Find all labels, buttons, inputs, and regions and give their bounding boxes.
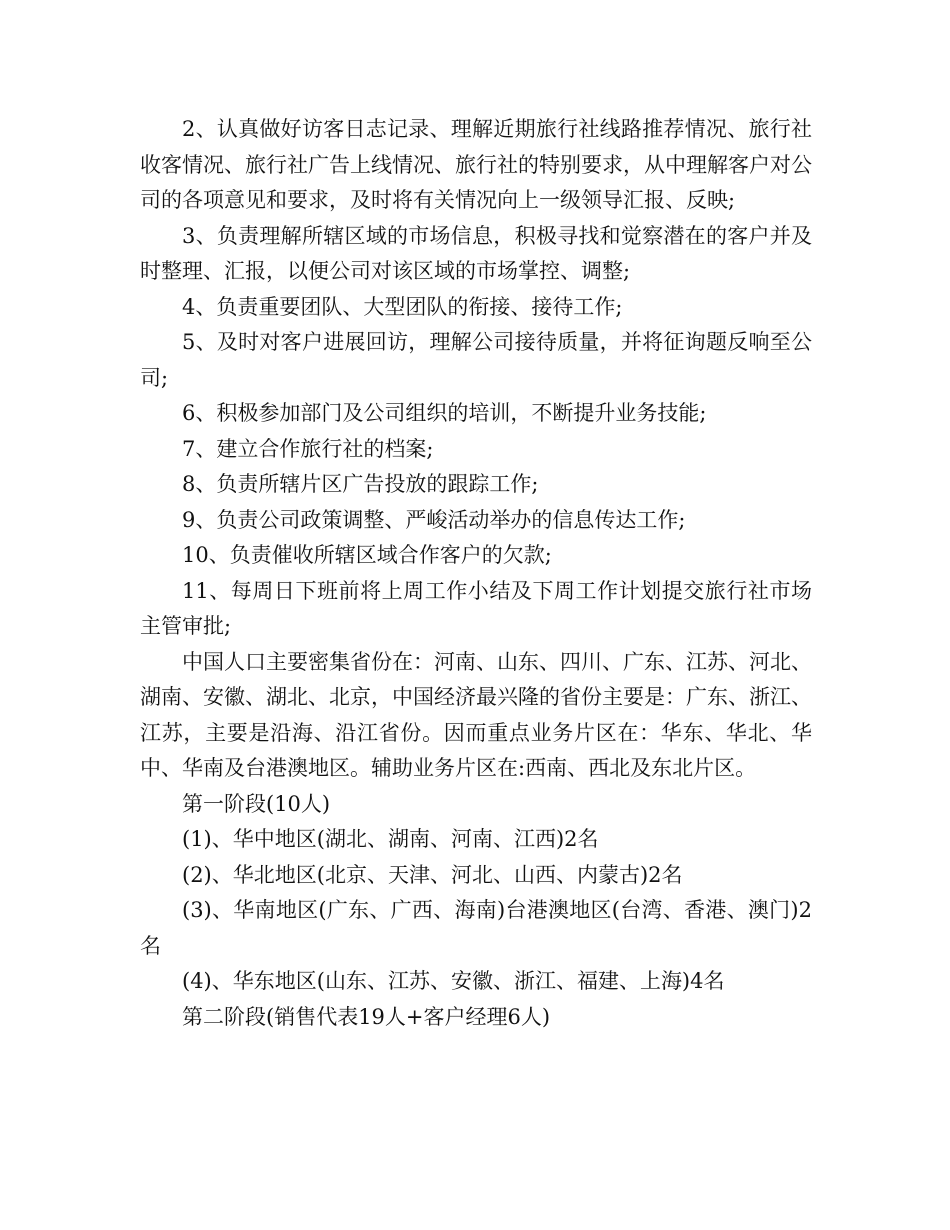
paragraph-item-2: 2、认真做好访客日志记录、理解近期旅行社线路推荐情况、旅行社收客情况、旅行社广告上线情况、旅行社的特别要求，从中理解客户对公司的各项意见和要求，及时将有关情况向上一级领导汇报、反映; [140, 117, 812, 212]
paragraph-population-regions: 中国人口主要密集省份在：河南、山东、四川、广东、江苏、河北、湖南、安徽、湖北、北京，中国经济最兴隆的省份主要是：广东、浙江、江苏，主要是沿海、沿江省份。因而重点业务片区在：华东、华北、华中、华南及台港澳地区。辅助业务片区在:西南、西北及东北片区。 [140, 649, 812, 780]
phase-two-heading: 第二阶段(销售代表19人+客户经理6人) [182, 1004, 551, 1029]
paragraph-item-5: 5、及时对客户进展回访，理解公司接待质量，并将征询题反响至公司; [140, 330, 812, 390]
paragraph-item-6: 6、积极参加部门及公司组织的培训，不断提升业务技能; [182, 401, 707, 425]
paragraph-item-11: 11、每周日下班前将上周工作小结及下周工作计划提交旅行社市场主管审批; [140, 578, 812, 638]
paragraph-item-3: 3、负责理解所辖区域的市场信息，积极寻找和觉察潜在的客户并及时整理、汇报，以便公司对该区域的市场掌控、调整; [140, 223, 812, 283]
paragraph-item-9: 9、负责公司政策调整、严峻活动举办的信息传达工作; [182, 507, 686, 532]
paragraph-item-8: 8、负责所辖片区广告投放的跟踪工作; [182, 472, 539, 496]
region-north-china: (2)、华北地区(北京、天津、河北、山西、内蒙古)2名 [182, 862, 683, 887]
document-page [140, 112, 812, 1035]
phase-one-heading: 第一阶段(10人) [182, 791, 331, 816]
region-central-china: (1)、华中地区(湖北、湖南、河南、江西)2名 [182, 827, 599, 851]
region-south-china: (3)、华南地区(广东、广西、海南)台港澳地区(台湾、香港、澳门)2名 [140, 898, 812, 958]
region-east-china: (4)、华东地区(山东、江苏、安徽、浙江、福建、上海)4名 [182, 969, 725, 993]
paragraph-item-7: 7、建立合作旅行社的档案; [182, 436, 434, 461]
paragraph-item-10: 10、负责催收所辖区域合作客户的欠款; [182, 543, 552, 567]
paragraph-item-4: 4、负责重要团队、大型团队的衔接、接待工作; [182, 294, 623, 319]
